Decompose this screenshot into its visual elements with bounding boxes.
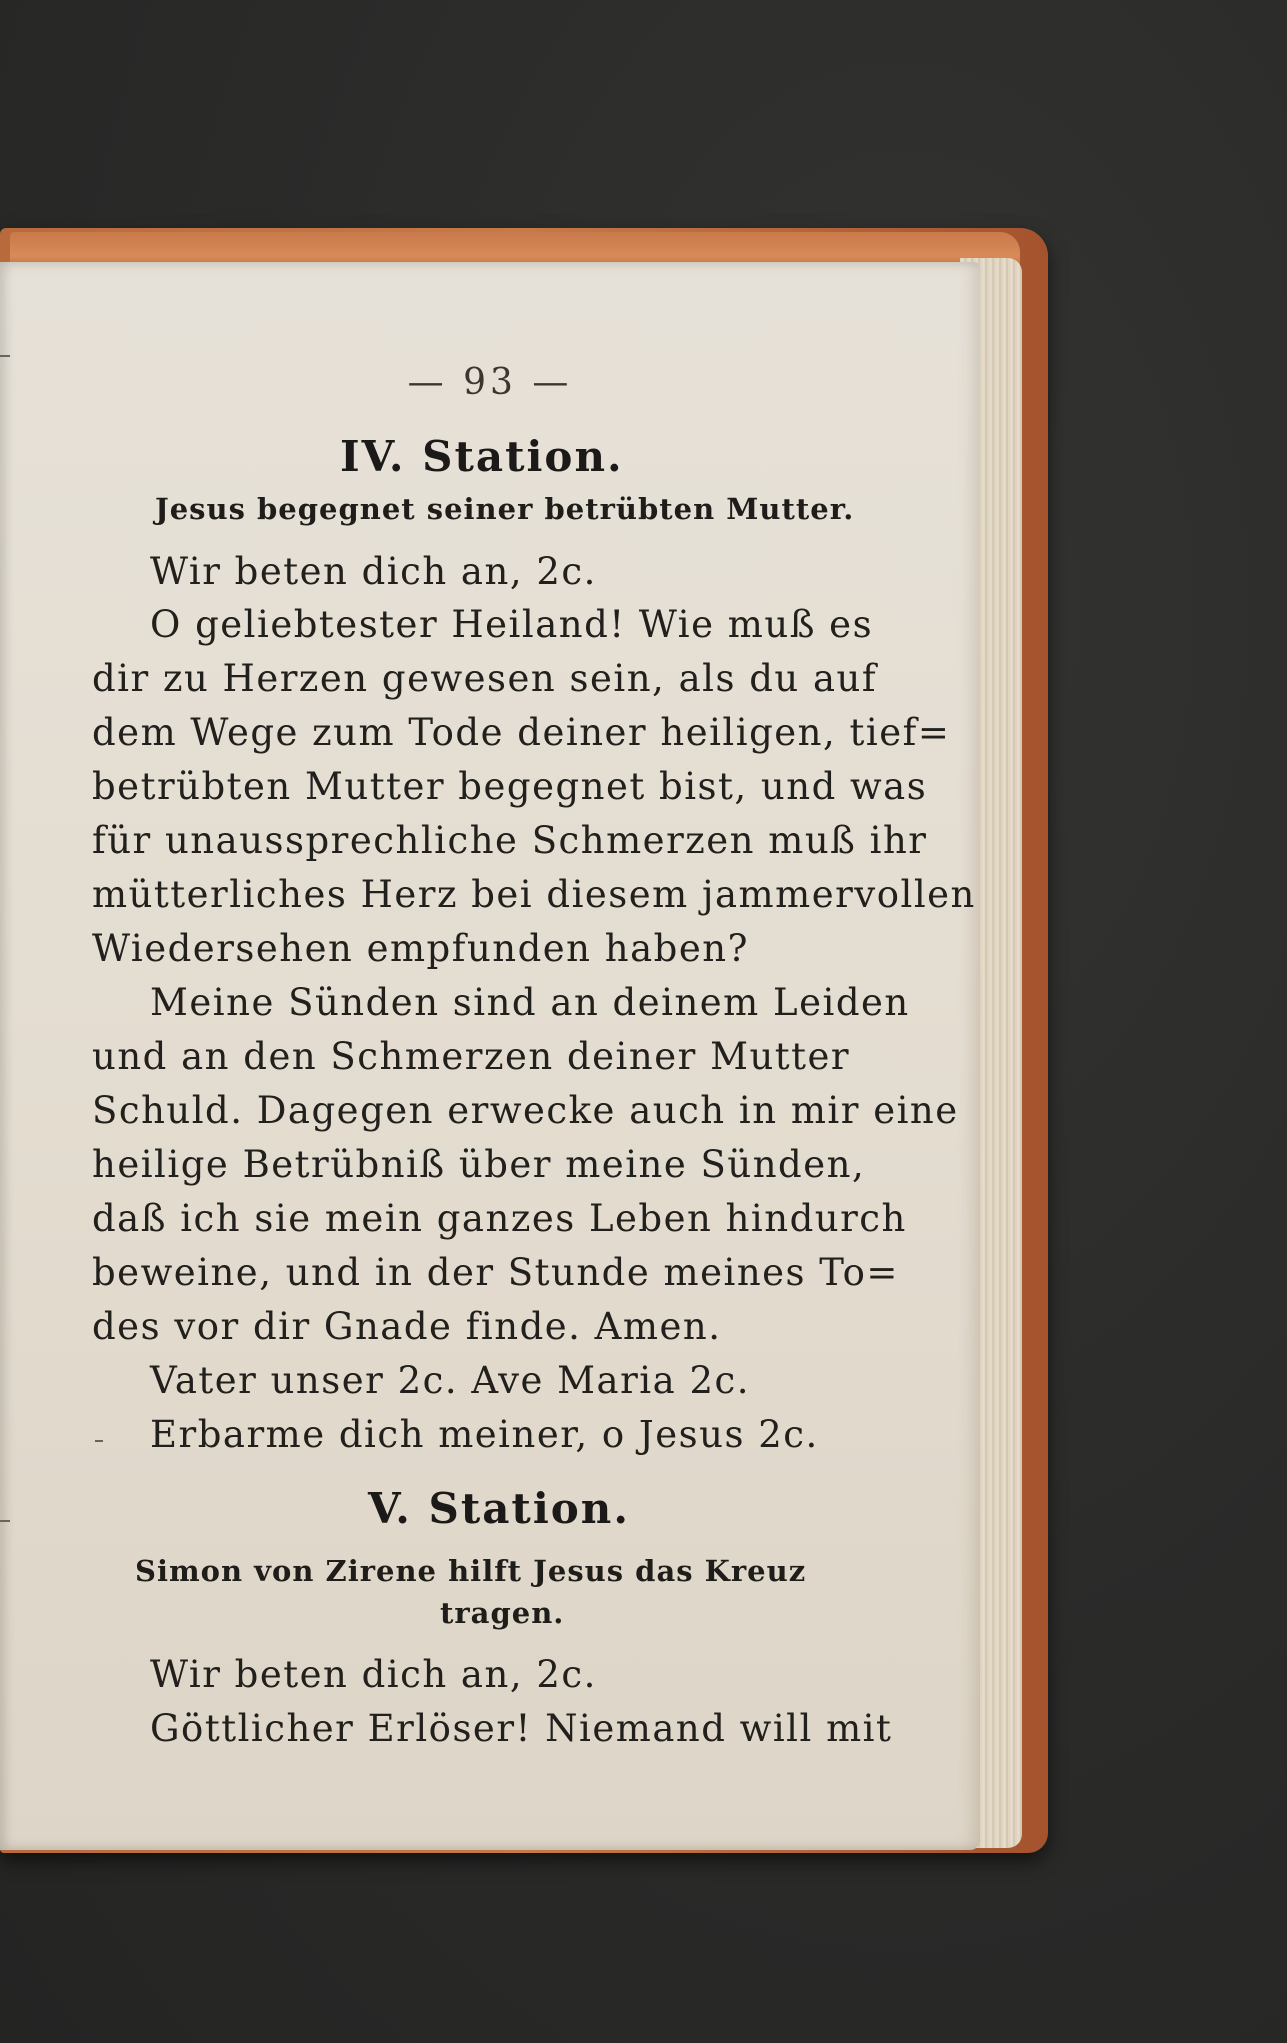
prayer-line: dem Wege zum Tode deiner heiligen, tief= (92, 711, 951, 754)
station-4-subtitle: Jesus begegnet seiner betrübten Mutter. (155, 492, 855, 526)
prayer-line: daß ich sie mein ganzes Leben hindurch (92, 1197, 907, 1240)
prayer-line: beweine, und in der Stunde meines To= (92, 1251, 899, 1294)
prayer-line: und an den Schmerzen deiner Mutter (92, 1035, 851, 1078)
prayer-line: Schuld. Dagegen erwecke auch in mir eine (92, 1089, 959, 1132)
station-5-subtitle-continuation: tragen. (440, 1596, 565, 1630)
prayer-line: für unaussprechliche Schmerzen muß ihr (92, 819, 928, 862)
prayer-line: Göttlicher Erlöser! Niemand will mit (150, 1707, 893, 1750)
station-4-heading: IV. Station. (340, 432, 624, 481)
prayer-line: des vor dir Gnade finde. Amen. (92, 1305, 722, 1348)
page-number: — 93 — (407, 362, 573, 403)
prayer-line: Meine Sünden sind an deinem Leiden (150, 981, 910, 1024)
page-edge-mark (95, 1440, 103, 1442)
prayer-line: Vater unser 2c. Ave Maria 2c. (150, 1359, 750, 1402)
prayer-line: Wir beten dich an, 2c. (150, 1653, 597, 1696)
prayer-line: mütterliches Herz bei diesem jammervollen (92, 873, 976, 916)
page-edge-mark (0, 355, 10, 357)
station-5-heading: V. Station. (368, 1484, 630, 1533)
prayer-line: Wir beten dich an, 2c. (150, 550, 597, 593)
page-edge-mark (0, 1520, 10, 1522)
prayer-line: Wiedersehen empfunden haben? (92, 927, 749, 970)
prayer-line: heilige Betrübniß über meine Sünden, (92, 1143, 866, 1186)
station-5-subtitle: Simon von Zirene hilft Jesus das Kreuz (135, 1554, 807, 1588)
prayer-line: dir zu Herzen gewesen sein, als du auf (92, 657, 878, 700)
prayer-line: betrübten Mutter begegnet bist, und was (92, 765, 928, 808)
prayer-line: Erbarme dich meiner, o Jesus 2c. (150, 1413, 819, 1456)
prayer-line: O geliebtester Heiland! Wie muß es (150, 603, 874, 646)
